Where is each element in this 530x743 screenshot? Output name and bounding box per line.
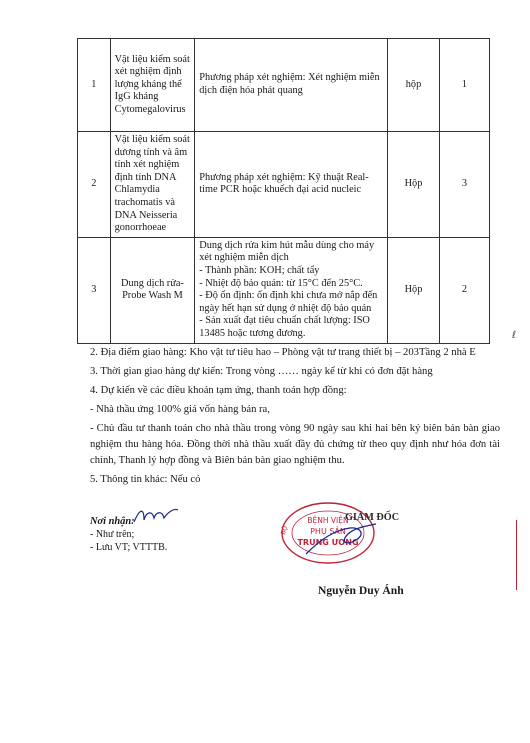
- seal-prefix: BỘ: [279, 525, 290, 536]
- recipients-heading: Nơi nhận:: [90, 516, 135, 527]
- spec-line: - Thành phần: KOH; chất tẩy: [199, 264, 320, 276]
- other-info: 5. Thông tin khác: Nếu có: [90, 474, 201, 485]
- table-row: [78, 237, 490, 343]
- terms-payment: - Chủ đầu tư thanh toán cho nhà thầu trong vòng 90 ngày sau khi hai bên ký biên bản bàn giao nghiệm thu hàng hóa. Đồng thời nhà thầu xuất đầy đủ chứng từ theo quy định như hóa đơn tài chính, Thanh lý hợp đồng và Biên bản bàn giao nghiệm thu.: [90, 423, 500, 466]
- item-unit: Hộp: [388, 237, 440, 343]
- item-name: Vật liệu kiểm soát xét nghiệm định lượng kháng thể IgG kháng Cytomegalovirus: [110, 39, 195, 132]
- spec-line: Phương pháp xét nghiệm: Xét nghiệm miễn dịch điện hóa phát quang: [199, 72, 380, 96]
- item-spec: [195, 237, 388, 343]
- row-number: 1: [78, 39, 111, 132]
- items-table: [77, 38, 490, 344]
- item-quantity: 3: [440, 132, 490, 238]
- recipient-item: - Lưu VT; VTTTB.: [90, 542, 168, 553]
- edge-stamp-fragment-icon: [516, 520, 529, 590]
- table-row: [78, 132, 490, 238]
- item-spec: [195, 132, 388, 238]
- item-name: Dung dịch rửa-Probe Wash M: [110, 237, 195, 343]
- director-title: GIÁM ĐỐC: [345, 512, 400, 523]
- delivery-time: 3. Thời gian giao hàng dự kiến: Trong vòng …… ngày kể từ khi có đơn đặt hàng: [90, 366, 433, 377]
- delivery-place: 2. Địa điểm giao hàng: Kho vật tư tiêu hao – Phòng vật tư trang thiết bị – 203Tầng 2 nhà E: [90, 347, 476, 358]
- handwritten-initial-icon: [130, 502, 180, 532]
- spec-line: - Nhiệt độ bảo quản: từ 15°C đến 25°C.: [199, 277, 363, 289]
- spec-line: - Sản xuất đạt tiêu chuẩn chất lượng: ISO 13485 hoặc tương đương.: [199, 315, 370, 339]
- signer-name: Nguyễn Duy Ánh: [318, 584, 404, 597]
- terms-section: [90, 345, 500, 488]
- item-name: Vật liệu kiểm soát dương tính và âm tính xét nghiệm định tính DNA Chlamydia trachomatis và DNA Neisseria gonorrhoeae: [110, 132, 195, 238]
- edge-mark-icon: ℓ: [512, 330, 517, 341]
- spec-line: - Độ ổn định: ổn định khi chưa mở nắp đến ngày hết hạn sử dụng ở nhiệt độ bảo quản: [199, 290, 378, 314]
- row-number: 3: [78, 237, 111, 343]
- item-quantity: 1: [440, 39, 490, 132]
- seal-line-2: PHỤ SẢN: [310, 527, 346, 536]
- spec-line: Phương pháp xét nghiệm: Kỹ thuật Real-time PCR hoặc khuếch đại acid nucleic: [199, 171, 369, 196]
- spec-line: Dung dịch rửa kim hút mẫu dùng cho máy xét nghiệm miễn dịch: [199, 239, 375, 264]
- recipient-item: - Như trên;: [90, 529, 135, 540]
- terms-advance: - Nhà thầu ứng 100% giá vốn hàng bán ra,: [90, 404, 270, 415]
- item-quantity: 2: [440, 237, 490, 343]
- terms-heading: 4. Dự kiến về các điều khoản tạm ứng, thanh toán hợp đồng:: [90, 385, 347, 396]
- seal-line-3: TRUNG ƯƠNG: [297, 538, 359, 547]
- item-unit: hộp: [388, 39, 440, 132]
- table-row: [78, 39, 490, 132]
- seal-line-1: BỆNH VIỆN: [307, 516, 349, 525]
- row-number: 2: [78, 132, 111, 238]
- item-unit: Hộp: [388, 132, 440, 238]
- item-spec: [195, 39, 388, 132]
- signature-icon: [300, 520, 380, 560]
